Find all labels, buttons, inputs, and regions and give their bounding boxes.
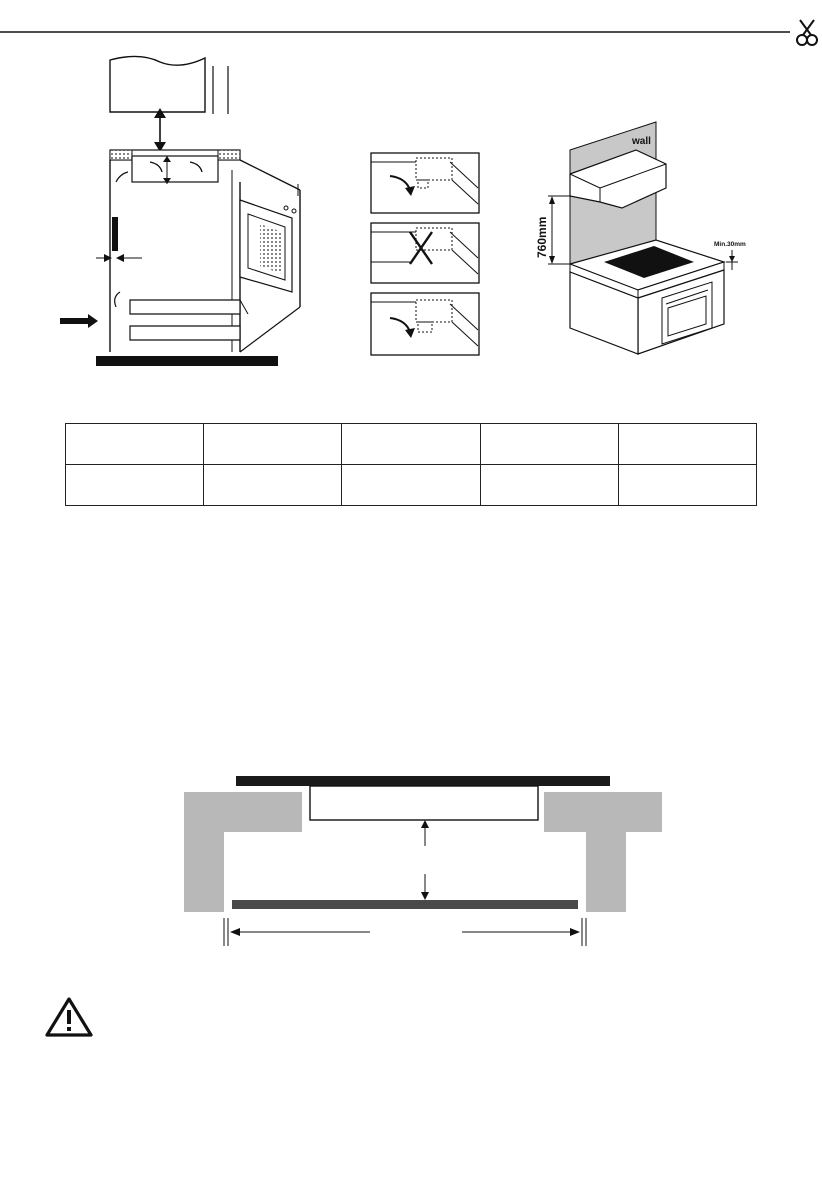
warning-triangle-icon [44, 996, 94, 1038]
table-cell [342, 465, 480, 506]
table-cell [618, 465, 756, 506]
airflow-panel-correct-2 [371, 293, 479, 355]
hood-clearance-figure [526, 112, 766, 362]
table-cell [342, 424, 480, 465]
airflow-panel-wrong [371, 223, 479, 283]
table-cell [618, 424, 756, 465]
table-row [66, 465, 757, 506]
table-cell [66, 424, 204, 465]
cut-line [0, 12, 822, 52]
min-30mm-label: Min.30mm [714, 241, 746, 248]
cutout-section-figure [180, 772, 666, 952]
table-cell [204, 465, 342, 506]
table-cell [480, 424, 618, 465]
airflow-panel-correct-1 [371, 153, 479, 213]
height-760-label: 760mm [535, 216, 549, 258]
table-row [66, 424, 757, 465]
table-cell [480, 465, 618, 506]
airflow-detail-panels [370, 152, 482, 356]
spec-table [65, 423, 757, 506]
wall-label: wall [632, 136, 651, 147]
scissors-icon [797, 20, 817, 45]
table-cell [66, 465, 204, 506]
table-cell [204, 424, 342, 465]
cabinet-ventilation-figure [50, 52, 320, 372]
